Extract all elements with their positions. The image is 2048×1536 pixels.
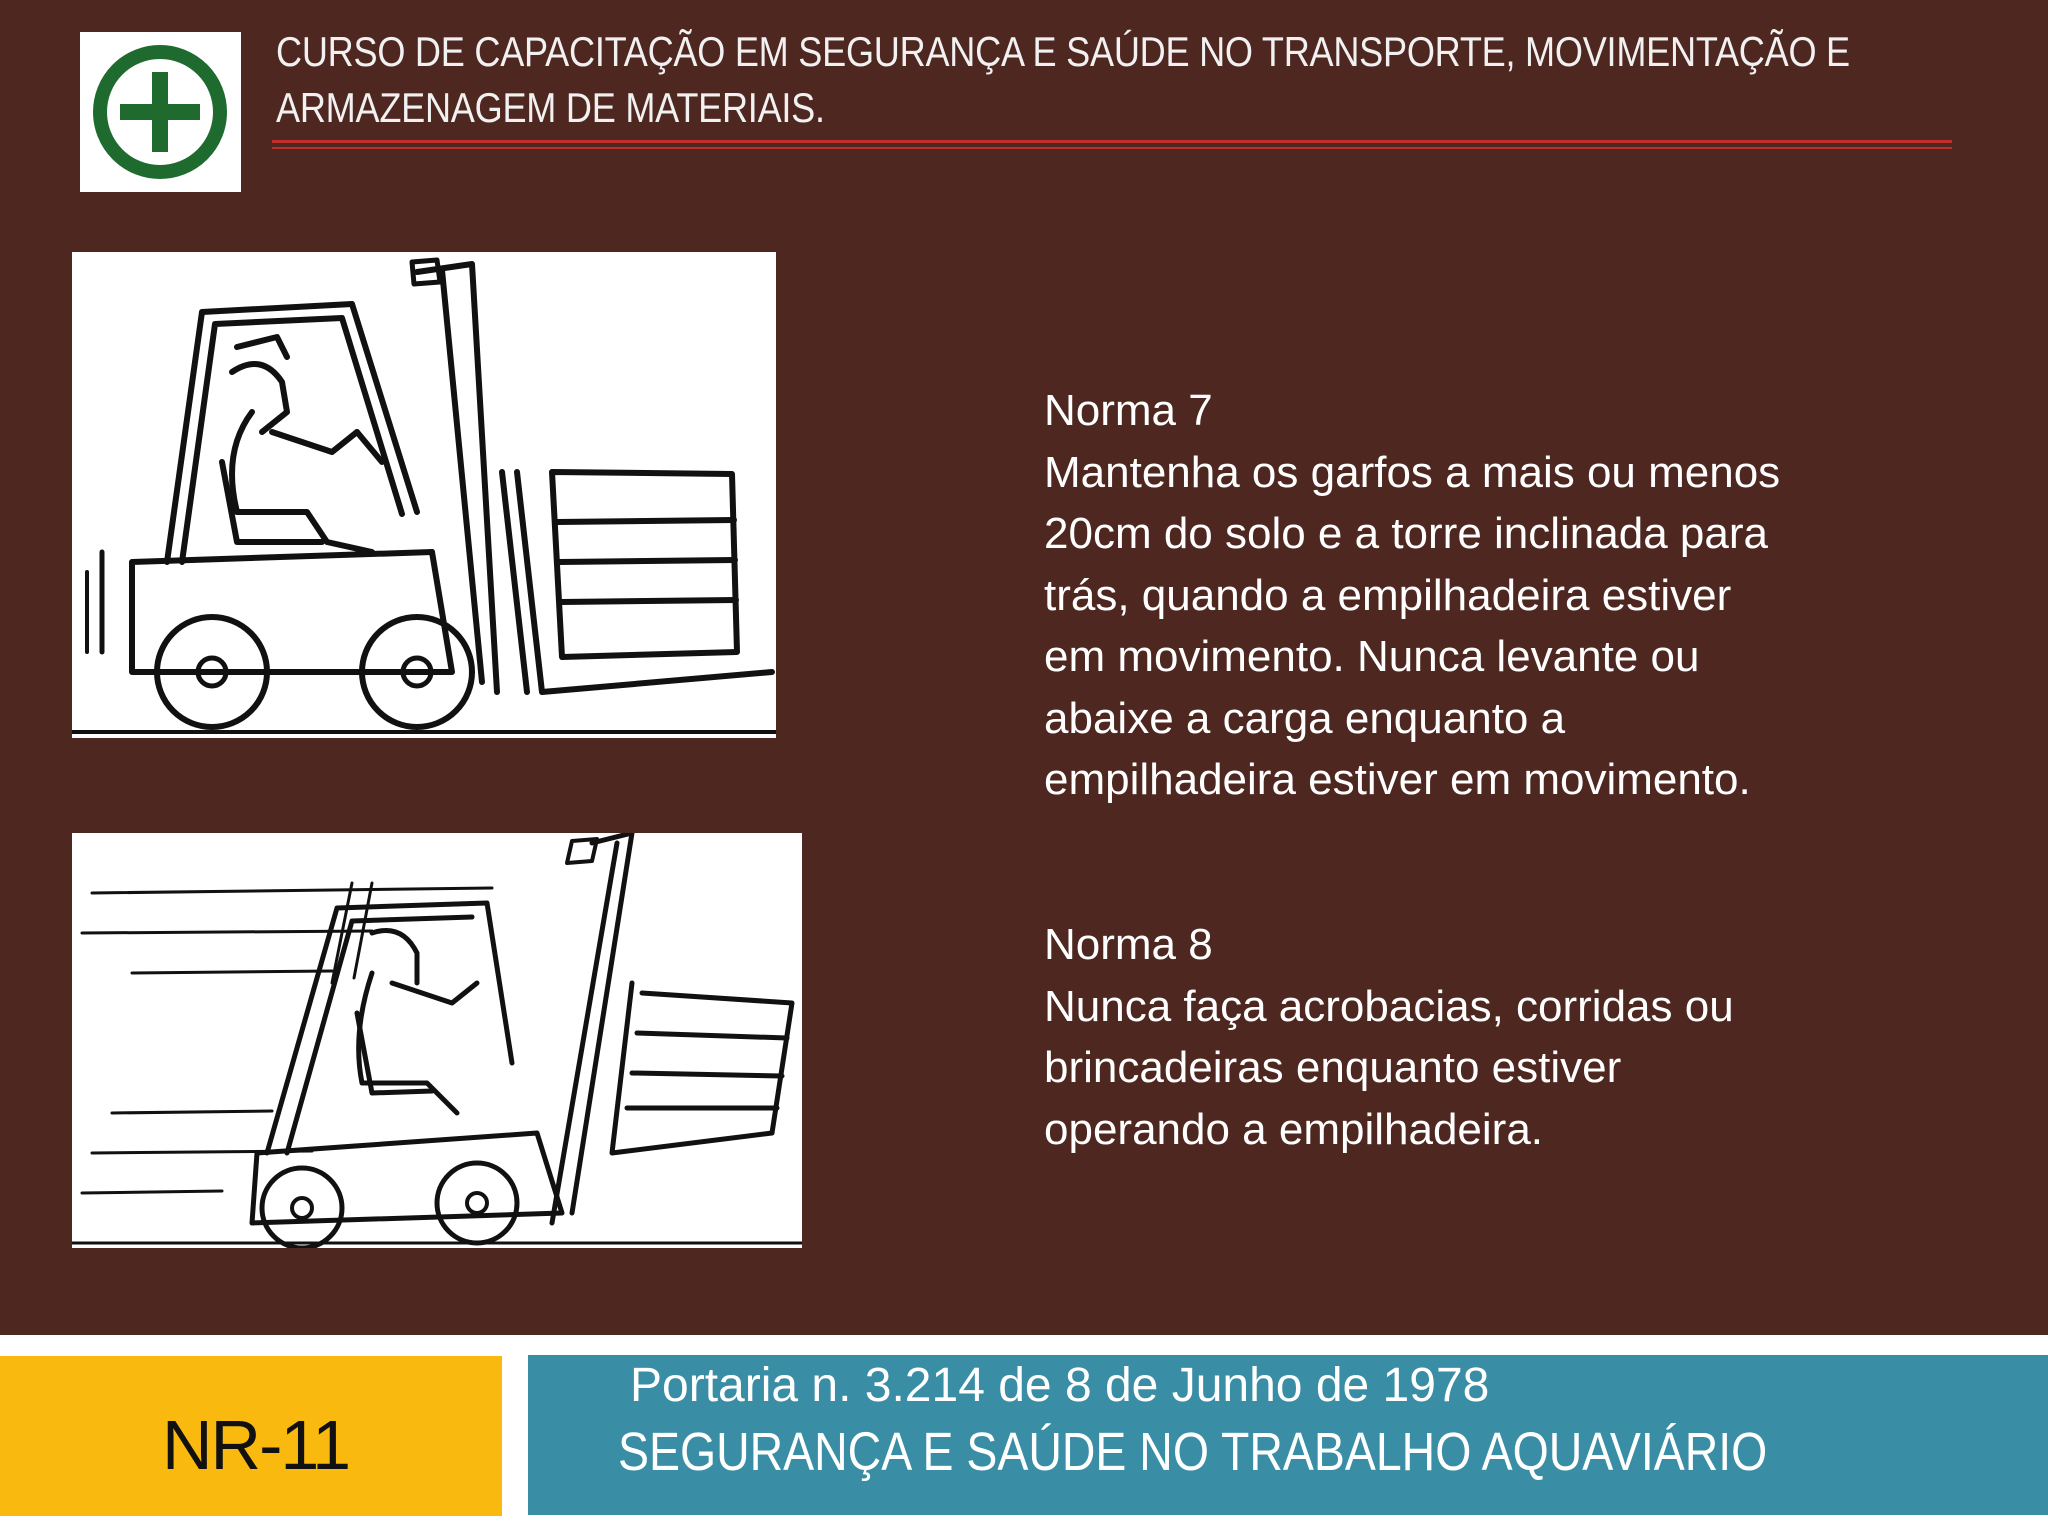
norma-7-title: Norma 7 [1044,386,1213,435]
norma-8-block [1044,914,1944,1160]
forklift-illustration-2 [72,833,802,1248]
forklift-illustration-1 [72,252,776,738]
footer-title: SEGURANÇA E SAÚDE NO TRABALHO AQUAVIÁRIO [618,1422,1768,1482]
forklift-with-load-icon [72,252,776,738]
logo [80,32,241,192]
norma-8-line-2: brincadeiras enquanto estiver [1044,1043,1622,1092]
header-title-line-1: CURSO DE CAPACITAÇÃO EM SEGURANÇA E SAÚDE NO TRANSPORTE, MOVIMENTAÇÃO E [276,28,1850,75]
header-title [276,24,1850,136]
norma-8-title: Norma 8 [1044,920,1213,969]
norma-8-line-1: Nunca faça acrobacias, corridas ou [1044,981,1734,1031]
speeding-forklift-icon [72,833,802,1248]
norma-7-line-4: em movimento. Nunca levante ou [1044,632,1700,681]
norma-7-line-2: 20cm do solo e a torre inclinada para [1044,509,1768,558]
norma-7-line-6: empilhadeira estiver em movimento. [1044,755,1751,804]
portaria-text: Portaria n. 3.214 de 8 de Junho de 1978 [630,1359,1490,1412]
green-plus-icon [80,32,241,192]
header-title-line-2: ARMAZENAGEM DE MATERIAIS. [276,84,825,131]
header-rule-bottom [272,147,1952,149]
norma-7-line-1: Mantenha os garfos a mais ou menos [1044,447,1781,497]
norma-8-line-3: operando a empilhadeira. [1044,1104,1544,1154]
norma-7-line-3: trás, quando a empilhadeira estiver [1044,570,1732,620]
norma-7-line-5: abaixe a carga enquanto a [1044,693,1566,743]
header-rule-top [272,140,1952,143]
nr-label: NR-11 [162,1406,350,1484]
norma-7-block [1044,380,1944,811]
